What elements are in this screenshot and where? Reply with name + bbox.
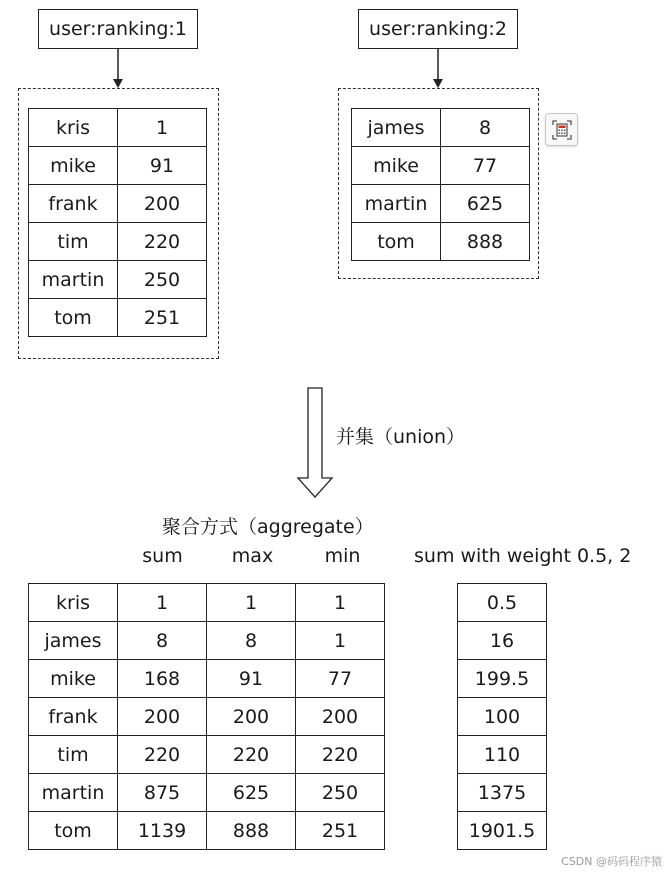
table-row	[458, 584, 547, 622]
min-score-cell: 200	[296, 698, 385, 736]
member-cell: martin	[352, 185, 441, 223]
member-cell: kris	[29, 109, 118, 147]
result-table	[28, 583, 385, 850]
score-cell: 1	[118, 109, 207, 147]
min-score-cell: 250	[296, 774, 385, 812]
table-row	[29, 584, 385, 622]
table-row	[458, 622, 547, 660]
header-max: max	[231, 545, 274, 567]
table-row	[29, 774, 385, 812]
weighted-score-cell: 0.5	[458, 584, 547, 622]
table-row	[29, 147, 207, 185]
table-row	[352, 185, 530, 223]
sum-score-cell: 1139	[118, 812, 207, 850]
header-sum: sum	[142, 545, 183, 567]
score-cell: 200	[118, 185, 207, 223]
table-row	[458, 812, 547, 850]
max-score-cell: 888	[207, 812, 296, 850]
member-cell: james	[352, 109, 441, 147]
set2-key-label: user:ranking:2	[369, 18, 507, 40]
min-score-cell: 251	[296, 812, 385, 850]
min-score-cell: 77	[296, 660, 385, 698]
sum-score-cell: 220	[118, 736, 207, 774]
header-weighted: sum with weight 0.5, 2	[414, 545, 632, 567]
weighted-score-cell: 16	[458, 622, 547, 660]
member-cell: tom	[29, 299, 118, 337]
sum-score-cell: 1	[118, 584, 207, 622]
table-row	[29, 698, 385, 736]
sum-score-cell: 8	[118, 622, 207, 660]
table-row	[458, 698, 547, 736]
table-row	[29, 736, 385, 774]
max-score-cell: 1	[207, 584, 296, 622]
max-score-cell: 8	[207, 622, 296, 660]
min-score-cell: 1	[296, 622, 385, 660]
member-cell: mike	[29, 660, 118, 698]
score-cell: 625	[441, 185, 530, 223]
union-label: 并集（union）	[336, 426, 466, 448]
union-arrow	[295, 387, 335, 500]
weighted-table	[457, 583, 547, 850]
weighted-score-cell: 110	[458, 736, 547, 774]
sum-score-cell: 168	[118, 660, 207, 698]
set1-key-box	[38, 9, 198, 49]
set1-arrow	[108, 49, 128, 89]
table-row	[352, 147, 530, 185]
weighted-score-cell: 199.5	[458, 660, 547, 698]
set1-key-label: user:ranking:1	[49, 18, 187, 40]
sum-score-cell: 875	[118, 774, 207, 812]
max-score-cell: 200	[207, 698, 296, 736]
member-cell: mike	[352, 147, 441, 185]
member-cell: martin	[29, 261, 118, 299]
table-row	[458, 660, 547, 698]
member-cell: tom	[29, 812, 118, 850]
member-cell: tim	[29, 223, 118, 261]
table-row	[29, 223, 207, 261]
min-score-cell: 220	[296, 736, 385, 774]
member-cell: james	[29, 622, 118, 660]
weighted-score-cell: 100	[458, 698, 547, 736]
set2-arrow	[428, 49, 448, 89]
aggregate-label: 聚合方式（aggregate）	[162, 516, 374, 538]
max-score-cell: 91	[207, 660, 296, 698]
table-row	[29, 109, 207, 147]
min-score-cell: 1	[296, 584, 385, 622]
table-row	[29, 812, 385, 850]
weighted-score-cell: 1901.5	[458, 812, 547, 850]
member-cell: mike	[29, 147, 118, 185]
watermark: CSDN @码码程序猿	[561, 855, 662, 868]
score-cell: 77	[441, 147, 530, 185]
weighted-score-cell: 1375	[458, 774, 547, 812]
max-score-cell: 220	[207, 736, 296, 774]
table-row	[29, 299, 207, 337]
set2-key-box	[358, 9, 518, 49]
table-row	[29, 185, 207, 223]
table-row	[458, 774, 547, 812]
header-min: min	[324, 545, 361, 567]
table-row	[29, 622, 385, 660]
member-cell: frank	[29, 185, 118, 223]
sum-score-cell: 200	[118, 698, 207, 736]
score-cell: 220	[118, 223, 207, 261]
score-cell: 888	[441, 223, 530, 261]
score-cell: 8	[441, 109, 530, 147]
calculator-icon[interactable]	[545, 113, 578, 146]
member-cell: kris	[29, 584, 118, 622]
table-row	[352, 109, 530, 147]
table-row	[29, 261, 207, 299]
member-cell: tim	[29, 736, 118, 774]
member-cell: tom	[352, 223, 441, 261]
set1-table	[28, 108, 207, 337]
score-cell: 250	[118, 261, 207, 299]
set2-table	[351, 108, 530, 261]
table-row	[352, 223, 530, 261]
score-cell: 251	[118, 299, 207, 337]
max-score-cell: 625	[207, 774, 296, 812]
table-row	[458, 736, 547, 774]
member-cell: martin	[29, 774, 118, 812]
score-cell: 91	[118, 147, 207, 185]
calculator-icon-glyph	[552, 120, 572, 140]
table-row	[29, 660, 385, 698]
member-cell: frank	[29, 698, 118, 736]
